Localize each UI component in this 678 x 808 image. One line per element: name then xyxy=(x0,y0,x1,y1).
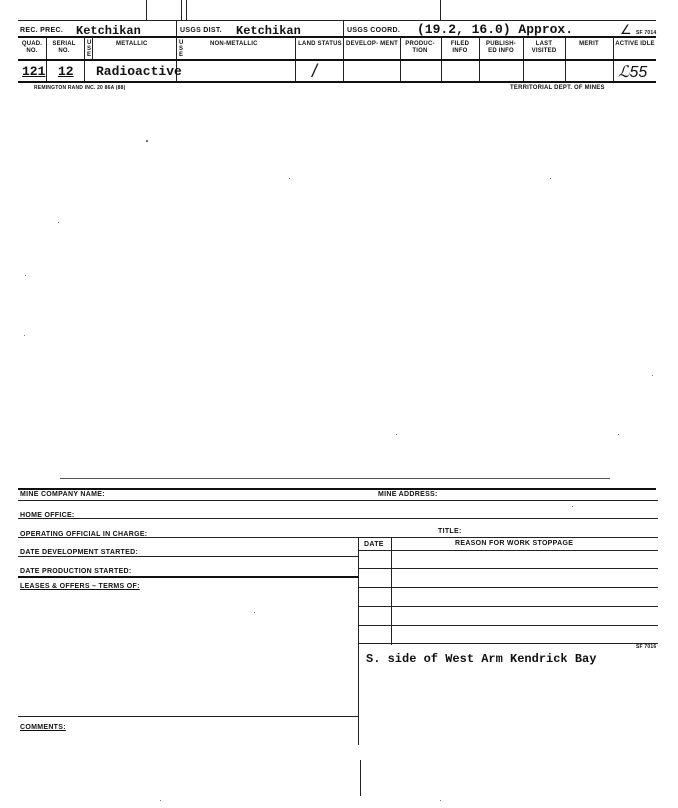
row-rule xyxy=(18,556,358,557)
scan-speck xyxy=(289,178,290,179)
usgs-dist-label: USGS DIST. xyxy=(180,27,222,34)
lower-center-divider xyxy=(360,760,361,796)
row-rule xyxy=(18,518,658,519)
col-land-status: LAND STATUS xyxy=(298,41,342,47)
scan-speck xyxy=(652,375,653,376)
serial-value: 12 xyxy=(58,64,74,79)
scan-speck xyxy=(396,434,397,435)
col-active-idle: ACTIVE IDLE xyxy=(615,41,655,47)
col-merit: MERIT xyxy=(579,41,599,47)
top-tab-line xyxy=(186,0,187,20)
stoppage-row-rule xyxy=(358,568,658,569)
stoppage-date-header: DATE xyxy=(364,541,384,548)
scan-speck xyxy=(572,506,573,507)
col-nonmetallic: NON-METALLIC xyxy=(210,41,258,47)
footer-strip-right: TERRITORIAL DEPT. OF MINES xyxy=(510,85,605,91)
col-divider xyxy=(92,37,93,59)
land-status-mark: / xyxy=(312,61,318,81)
col-quad-no: QUAD. NO. xyxy=(21,41,43,54)
scan-speck xyxy=(58,222,59,223)
rec-prec-value: Ketchikan xyxy=(76,24,141,38)
operating-official-label: OPERATING OFFICIAL IN CHARGE: xyxy=(20,531,148,538)
col-nonmetallic-use: U S E xyxy=(179,40,184,58)
row-rule xyxy=(18,716,358,717)
date-development-started-label: DATE DEVELOPMENT STARTED: xyxy=(20,549,139,556)
col-production: PRODUC- TION xyxy=(405,41,435,54)
form-number: SF 7014 xyxy=(636,30,657,36)
form-number-2: SF 7016 xyxy=(636,644,657,650)
stoppage-row-rule xyxy=(358,625,658,626)
active-idle-mark: ℒ55 xyxy=(618,64,648,81)
usgs-coord-label: USGS COORD. xyxy=(347,27,401,34)
header-divider xyxy=(343,20,344,36)
usgs-coord-value: (19.2, 16.0) Approx. xyxy=(417,22,574,37)
check-mark: ∠ xyxy=(620,22,632,37)
header-top-rule xyxy=(18,20,656,21)
location-note: S. side of West Arm Kendrick Bay xyxy=(366,652,597,666)
card-bottom-rule xyxy=(18,81,656,83)
header-divider xyxy=(176,20,177,36)
scan-speck xyxy=(25,275,26,276)
scan-speck xyxy=(160,800,161,801)
col-metallic: METALLIC xyxy=(116,41,148,47)
title-label: TITLE: xyxy=(438,528,462,535)
col-published-info: PUBLISH- ED INFO xyxy=(486,41,516,54)
scan-speck xyxy=(550,178,551,179)
top-tab-line xyxy=(440,0,441,20)
lower-card-rule xyxy=(18,488,656,490)
lower-card-top-edge xyxy=(60,478,610,479)
col-serial-no: SERIAL NO. xyxy=(52,41,76,54)
top-tab-line xyxy=(181,0,182,20)
metallic-value: Radioactive xyxy=(96,64,182,79)
rec-prec-label: REC. PREC. xyxy=(20,27,64,34)
header-bottom-rule xyxy=(18,36,656,38)
quad-value: 121 xyxy=(22,64,46,79)
row-rule xyxy=(18,537,658,538)
scan-speck xyxy=(440,800,441,801)
scan-speck xyxy=(24,335,25,336)
scan-speck xyxy=(146,140,148,142)
usgs-dist-value: Ketchikan xyxy=(236,24,301,38)
mine-company-name-label: MINE COMPANY NAME: xyxy=(20,491,105,498)
footer-strip-left: REMINGTON RAND INC. 20 86A (88) xyxy=(34,85,126,91)
scan-speck xyxy=(618,434,619,435)
home-office-label: HOME OFFICE: xyxy=(20,512,75,519)
col-last-visited: LAST VISITED xyxy=(531,41,557,54)
scan-speck xyxy=(254,612,255,613)
col-metallic-use: U S E xyxy=(87,40,92,58)
leases-offers-label: LEASES & OFFERS – TERMS OF: xyxy=(20,583,140,590)
comments-label: COMMENTS: xyxy=(20,724,66,731)
column-header-rule xyxy=(18,59,656,61)
date-production-started-label: DATE PRODUCTION STARTED: xyxy=(20,568,132,575)
row-rule xyxy=(18,576,358,578)
stoppage-reason-header: REASON FOR WORK STOPPAGE xyxy=(455,540,574,547)
stoppage-row-rule xyxy=(358,643,658,644)
col-filed-info: FILED INFO xyxy=(450,41,470,54)
row-rule xyxy=(18,500,658,501)
col-development: DEVELOP- MENT xyxy=(346,41,398,47)
stoppage-date-divider xyxy=(391,537,392,645)
mine-address-label: MINE ADDRESS: xyxy=(378,491,438,498)
stoppage-row-rule xyxy=(358,587,658,588)
stoppage-row-rule xyxy=(358,606,658,607)
top-tab-line xyxy=(146,0,147,20)
stoppage-row-rule xyxy=(358,550,658,551)
